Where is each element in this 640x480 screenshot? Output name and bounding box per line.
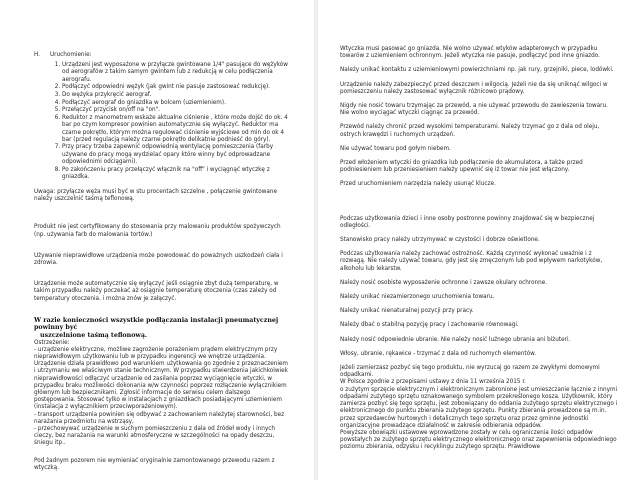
list-item: 3. Do wężyka przykręcić aerograf. <box>62 92 290 99</box>
right-page-content <box>340 46 618 452</box>
startup-steps-list <box>34 62 290 181</box>
warning-line: Urządzenie działa prawidłowo pod warunkiem użytkowania go zgodnie z przeznaczeniem i utrzymaniu we właściwym stanie technicznym. W przypadku stwierdzenia jakichkolwiek nieprawidłowości odłączyć urządzenie od zasilania poprzez wyciągnięcie wtyczki, w przypadku braku możliwości dokonania w/w czynności poprzez rozłączenie wyłącznikiem głównym lub bezpiecznikami. Zgłosić informacje do serwisu celem dalszego postępowania. Stosować tylko w instalacjach z gniazdkach posiadającymi uziemieniem (instalacja z wyłącznikiem przeciwporażeniowym). <box>34 361 288 411</box>
section-heading <box>34 52 290 59</box>
list-item: 7. Przy pracy trzeba zapewnić odpowiednią wentylację pomieszczenia (farby używane do pracy mogą wydzielać opary które winny być odprowadzane odpowiednimi odciągami). <box>62 144 290 166</box>
safety-paragraph: Włosy, ubranie, rękawice - trzymać z dala od ruchomych elementów. <box>340 350 537 357</box>
list-item: 8. Po zakończeniu pracy przełączyć włącznik na "off" i wyciągnąć wtyczkę z gniazdka. <box>62 167 290 181</box>
warning-block <box>34 340 290 448</box>
section-title: Uruchomienie: <box>50 52 92 58</box>
list-item: 1. Urządzeni jest wyposażone w przyłącze gwintowane 1/4" pasujące do wężyków od aerografów z takim samym gwintem lub z redukcją w celu podłączenia aerografu. <box>62 62 290 84</box>
note-paragraph: Urządzenie może automatycznie się wyłączyć jeśli osiągnie zbyt dużą temperaturę, w takim przypadku należy poczekać aż osiągnie temperaturę otoczenia (czas zależy od temperatury otoczenia. i można znów je załączyć. <box>34 281 279 302</box>
disposal-paragraph: o zużytym sprzęcie elektrycznym i elektronicznym zabronione jest umieszczanie łącznie z innymi odpadami zużytego sprzętu oznakowanego symbolem przekreślonego kosza. Użytkownik, który zamierza pozbyć się tego sprzętu, jest zobowiązany do oddania zużytego sprzętu elektrycznego i elektronicznego do punktu zbierania zużytego sprzętu. Punkty zbierania prowadzone są m.in. przez sprzedawców hurtowych i detalicznych tego sprzętu oraz przez gminne jednostki organizacyjne prowadzące działalność w zakresie odbierania odpadów. <box>340 386 618 429</box>
safety-paragraph: Podczas użytkowania należy zachować ostrożność. Każdą czynność wykonać uważnie i z rozwagą. Nie należy używać towaru, gdy jest się zmęczonym lub pod wpływem narkotyków, alkoholu lub lekarstw. <box>340 251 603 272</box>
list-item: 2. Podłączyć odpowiedni wężyk (jak gwint nie pasuje zastosować redukcję). <box>62 84 290 91</box>
list-item: 6. Reduktor z manometrem wskaże aktualne ciśnienie , które może dojść do ok. 4 bar po czym kompresor powinien automatycznie się wyłączyć. Reduktor ma czarne pokrętło, którym można regulować ciśnienie wyjściowe od min do ok 4 bar (przed regulacją należy czarne pokrętło delikatnie podnieść do góry). <box>62 115 290 144</box>
list-item: 4. Podłączyć aerograf do gniazdka w bolcem (uziemieniem). <box>62 100 290 107</box>
safety-paragraph: Nigdy nie nosić towaru trzymając za przewód, a nie używać przewodu do zawieszenia towaru. Nie wolno wyciągać wtyczki ciągnąc za przewód. <box>340 103 608 117</box>
safety-paragraph: Przed uruchomieniem narzędzia należy usunąć klucze. <box>340 181 496 188</box>
warning-line: Ostrzeżenie: <box>34 339 70 346</box>
left-page-content <box>34 52 290 479</box>
closing-paragraph: Pod żadnym pozorem nie wymieniać oryginalnie zamontowanego przewodu razem z wtyczką. <box>34 457 275 471</box>
safety-paragraph: Urządzenie należy zabezpieczyć przed deszczem i wilgocią. Jeżeli nie da się uniknąć wilgoci w pomieszczeniu należy zastosować wyłącznik różnicowo prądowy. <box>340 81 608 95</box>
right-page <box>318 0 640 480</box>
disposal-paragraph: Powyższe obowiązki ustawowe wprowadzone zostały w celu ograniczenia ilości odpadów powstałych ze zużytego sprzętu elektrycznego elektronicznego oraz zapewnienia odpowiedniego poziomu zbierania, odzysku i recyklingu zużytego sprzętu. Prawidłowe <box>340 429 617 451</box>
disposal-paragraph: W Polsce zgodnie z przepisami ustawy z dnia 11 września 2015 r. <box>340 379 526 386</box>
safety-paragraph: Należy dbać o stabilną pozycję pracy i zachowanie równowagi. <box>340 322 519 329</box>
safety-paragraph: Przewód należy chronić przed wysokimi temperaturami. Należy trzymać go z dala od oleju, ostrych krawędzi i ruchomych urządzeń. <box>340 124 600 138</box>
left-page <box>0 0 314 480</box>
safety-paragraph: Nie używać towaru pod gołym niebem. <box>340 145 451 152</box>
warning-line: - przechowywać urządzenie w suchym pomieszczeniu z dala od źródeł wody i innych cieczy, bez narażania na warunki atmosferyczne w szczególności na opady deszczu, śniegu itp.. <box>34 426 275 447</box>
safety-paragraph: Wtyczka musi pasować go gniazda. Nie wolno używać wtyków adapterowych w przypadku towarów z uziemieniem ochronnym. Jeżeli wtyczka nie pasuje, podłączyć pod inne gniazdo. <box>340 46 600 60</box>
disposal-paragraph: Jeżeli zamierzasz pozbyć się tego produktu, nie wyrzucaj go razem ze zwykłymi domowymi odpadkami. <box>340 365 600 379</box>
bold-heading <box>34 317 290 340</box>
safety-paragraph: Należy unikać kontaktu z uziemieniowymi powierzchniami np. jak rury, grzejniki, piece, lodówki. <box>340 67 614 74</box>
safety-paragraph: Należy unikać niezamierzonego uruchomienia towaru. <box>340 294 495 301</box>
bold-heading-line: uszczelnione taśmą teflonową. <box>40 331 148 339</box>
disposal-block <box>340 365 618 451</box>
bold-heading-line: W razie konieczności wszystkie podłączania instalacji pneumatycznej powinny być <box>34 316 279 332</box>
list-item: 5. Przełączyć przycisk on/off na "on". <box>62 107 290 114</box>
note-paragraph: Używanie nieprawidłowe urządzenia może powodować do poważnych uszkodzeń ciała i zdrowia. <box>34 252 283 266</box>
safety-paragraph: Stanowisko pracy należy utrzymywać w czystości i dobrze oświetlone. <box>340 237 540 244</box>
safety-paragraph: Podczas użytkowania dzieci i inne osoby postronne powinny znajdować się w bezpiecznej odległości. <box>340 215 595 229</box>
safety-paragraph: Przed włożeniem wtyczki do gniazdka lub podłączenie do akumulatora, a także przed podniesieniem lub przeniesieniem należy upewnić się iż towar nie jest włączony. <box>340 160 583 174</box>
safety-paragraph: Należy nosić odpowiednie ubranie. Nie należy nosić luźnego ubrania ani biżuteri. <box>340 336 571 343</box>
note-paragraph: Uwaga: przyłącze węża musi być w stu procentach szczelne , połączenie gwintowane należy uszczelnić taśmą teflonową. <box>34 188 277 203</box>
warning-line: - urządzenie elektryczne, możliwe zagrożenie porażeniem prądem elektrycznym przy nieprawidłowym użytkowaniu lub w przypadku ingerencji we wnętrze urządzenia. <box>34 346 278 360</box>
warning-line: - transport urządzenia powinien się odbywać z zachowaniem należytej starowności, bez narażania przedmiotu na wstrząsy, <box>34 411 285 425</box>
safety-paragraph: Należy unikać nienaturalnej pozycji przy pracy. <box>340 308 474 315</box>
section-number: H. <box>34 52 40 58</box>
note-paragraph: Produkt nie jest certyfikowany do stosowania przy malowaniu produktów spożywczych (np. używania farb do malowania tortów.) <box>34 224 281 238</box>
safety-paragraph: Należy nosić osobiste wyposażenie ochronne i zawsze okulary ochronne. <box>340 279 548 286</box>
